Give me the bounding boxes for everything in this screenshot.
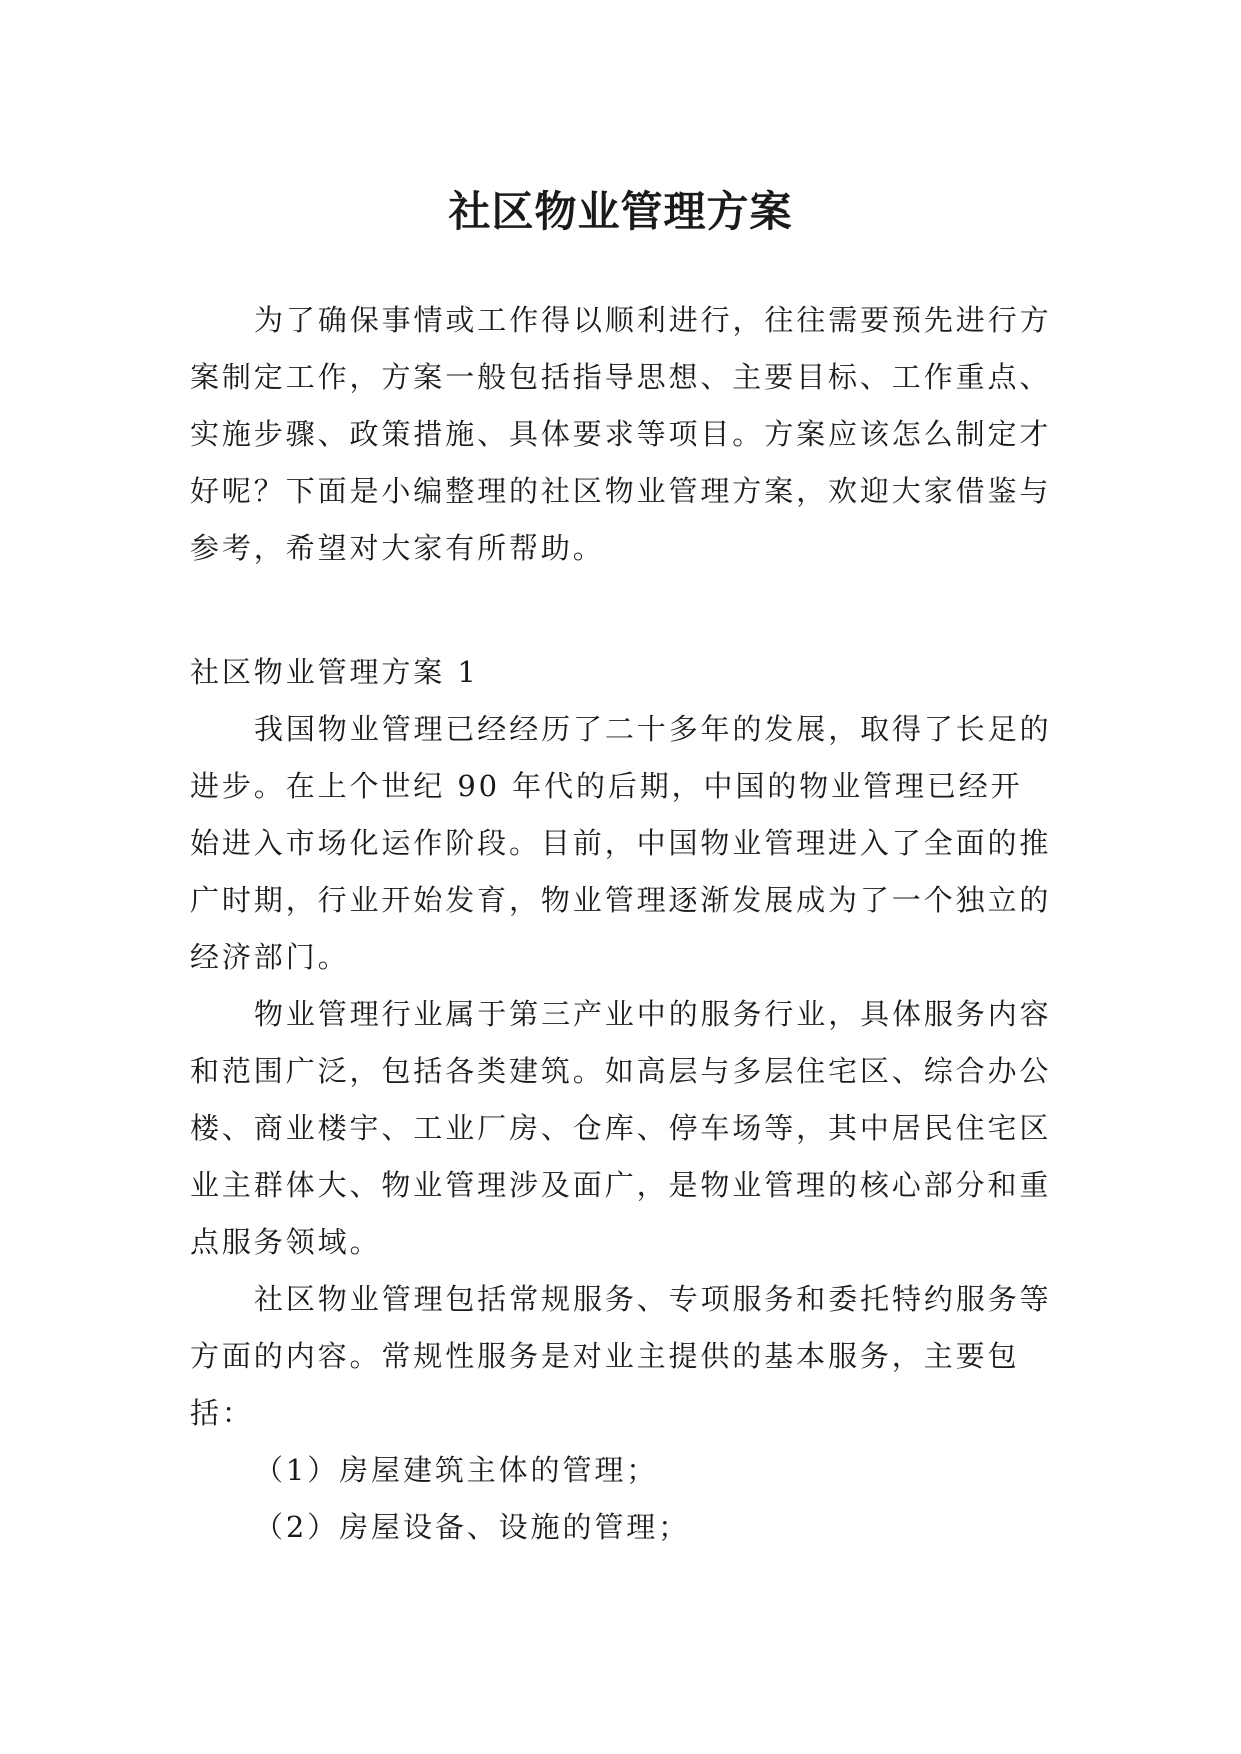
section-heading: 社区物业管理方案 1 <box>190 655 479 689</box>
intro-block <box>190 292 1052 577</box>
list-item-1: （1）房屋建筑主体的管理； <box>254 1453 659 1487</box>
section-1 <box>190 644 1052 1556</box>
document-title: 社区物业管理方案 <box>448 187 793 237</box>
body-paragraph-1: 我国物业管理已经经历了二十多年的发展，取得了长足的进步。在上个世纪 90 年代的后期，中国的物业管理已经开始进入市场化运作阶段。目前，中国物业管理进入了全面的推广时期，行业开始发育，物业管理逐渐发展成为了一个独立的经济部门。 <box>190 712 1052 974</box>
body-paragraph-2: 物业管理行业属于第三产业中的服务行业，具体服务内容和范围广泛，包括各类建筑。如高层与多层住宅区、综合办公楼、商业楼宇、工业厂房、仓库、停车场等，其中居民住宅区业主群体大、物业管理涉及面广，是物业管理的核心部分和重点服务领域。 <box>190 997 1052 1259</box>
intro-paragraph: 为了确保事情或工作得以顺利进行，往往需要预先进行方案制定工作，方案一般包括指导思想、主要目标、工作重点、实施步骤、政策措施、具体要求等项目。方案应该怎么制定才好呢？下面是小编整理的社区物业管理方案，欢迎大家借鉴与参考，希望对大家有所帮助。 <box>190 303 1052 565</box>
body-paragraph-3: 社区物业管理包括常规服务、专项服务和委托特约服务等方面的内容。常规性服务是对业主提供的基本服务，主要包括： <box>190 1282 1052 1430</box>
list-item-2: （2）房屋设备、设施的管理； <box>254 1510 691 1544</box>
